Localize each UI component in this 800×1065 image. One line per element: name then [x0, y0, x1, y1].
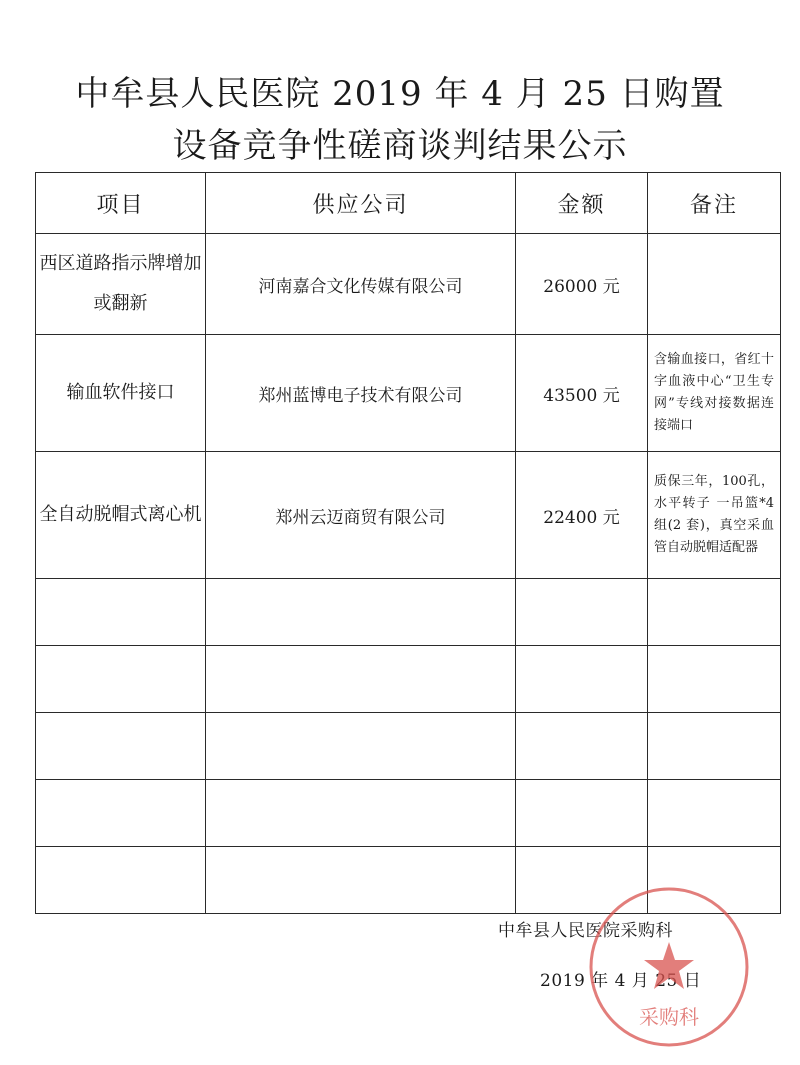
results-table — [35, 172, 781, 914]
cell-note — [648, 234, 781, 335]
official-seal — [586, 884, 752, 1050]
signature-date: 2019 年 4 月 25 日 — [540, 971, 702, 991]
document-title-line1: 中牟县人民医院 2019 年 4 月 25 日购置 — [75, 74, 725, 114]
header-supplier: 供应公司 — [206, 173, 516, 234]
table-row — [36, 452, 781, 579]
header-note: 备注 — [648, 173, 781, 234]
cell-note: 含输血接口，省红十字血液中心“卫生专网”专线对接数据连接端口 — [648, 335, 781, 452]
seal-bottom-text: 采购科 — [639, 1005, 699, 1029]
empty-row — [36, 780, 781, 847]
table-header-row — [36, 173, 781, 234]
cell-supplier: 河南嘉合文化传媒有限公司 — [206, 234, 516, 335]
empty-row — [36, 579, 781, 646]
empty-row — [36, 713, 781, 780]
header-item: 项目 — [36, 173, 206, 234]
document-title-line2: 设备竞争性磋商谈判结果公示 — [172, 126, 628, 166]
signature-department: 中牟县人民医院采购科 — [498, 921, 673, 941]
table-row — [36, 234, 781, 335]
cell-item: 西区道路指示牌增加或翻新 — [36, 234, 206, 335]
cell-item: 全自动脱帽式离心机 — [36, 452, 206, 579]
cell-note: 质保三年，100孔，水平转子 一吊篮*4 组(2 套)，真空采血管自动脱帽适配器 — [648, 452, 781, 579]
seal-star-icon — [644, 942, 694, 989]
cell-item: 输血软件接口 — [36, 335, 206, 452]
cell-supplier: 郑州云迈商贸有限公司 — [206, 452, 516, 579]
cell-supplier: 郑州蓝博电子技术有限公司 — [206, 335, 516, 452]
header-amount: 金额 — [516, 173, 648, 234]
cell-amount: 43500 元 — [516, 335, 648, 452]
cell-amount: 26000 元 — [516, 234, 648, 335]
cell-amount: 22400 元 — [516, 452, 648, 579]
empty-row — [36, 646, 781, 713]
table-row — [36, 335, 781, 452]
